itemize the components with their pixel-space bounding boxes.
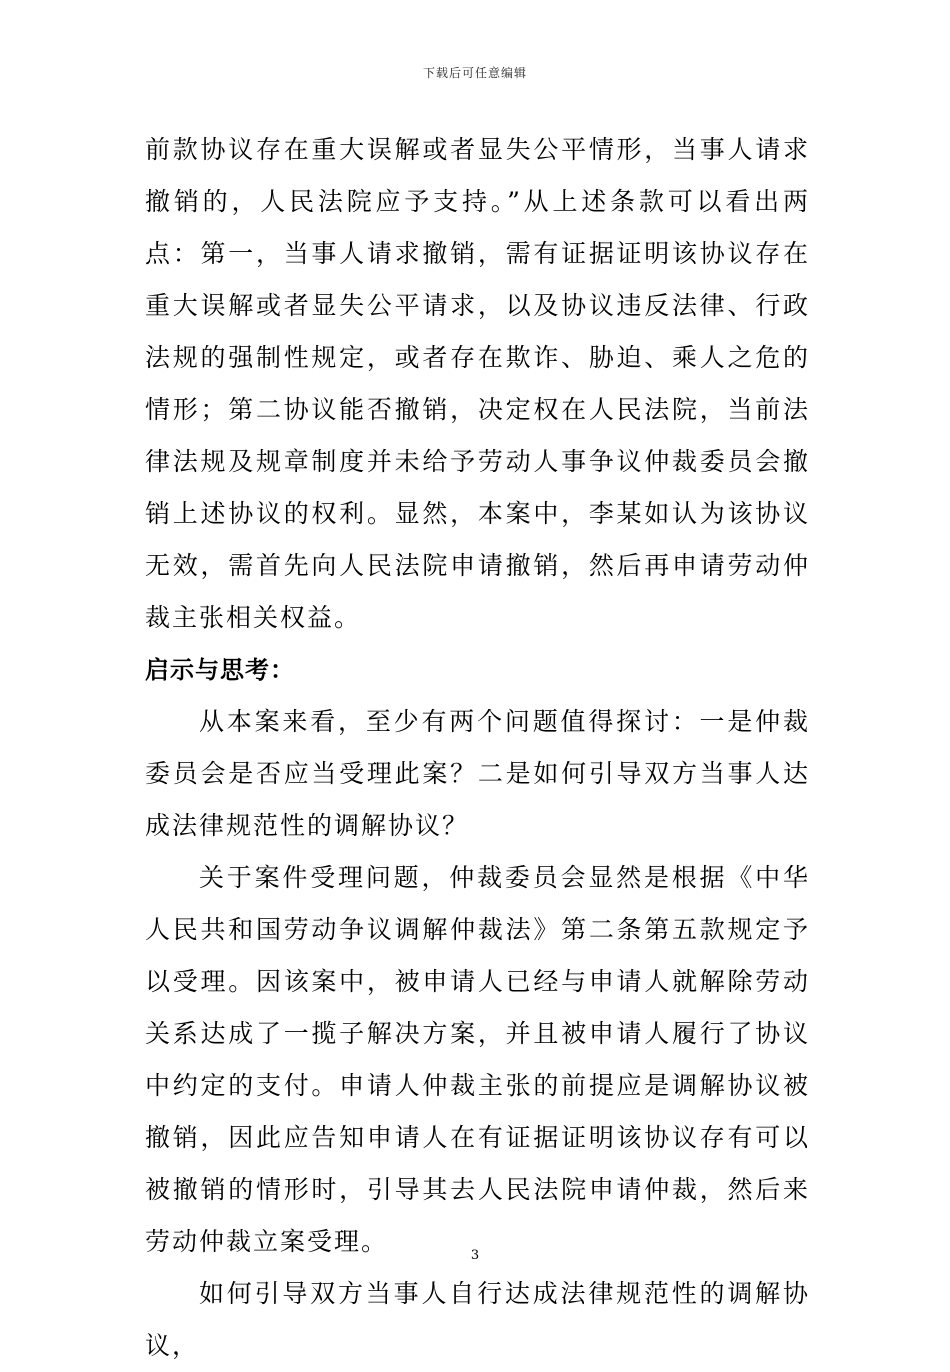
document-body <box>145 124 810 1372</box>
paragraph: 从本案来看，至少有两个问题值得探讨：一是仲裁委员会是否应当受理此案？二是如何引导双方当事人达成法律规范性的调解协议？ <box>145 707 810 840</box>
section-heading: 启示与思考： <box>145 656 295 684</box>
paragraph: 如何引导双方当事人自行达成法律规范性的调解协议， <box>145 1279 810 1360</box>
page-header: 下载后可任意编辑 <box>422 66 527 80</box>
page-number: 3 <box>470 1248 480 1263</box>
paragraph: 关于案件受理问题，仲裁委员会显然是根据《中华人民共和国劳动争议调解仲裁法》第二条第五款规定予以受理。因该案中，被申请人已经与申请人就解除劳动关系达成了一揽子解决方案，并且被申请人履行了协议中约定的支付。申请人仲裁主张的前提应是调解协议被撤销，因此应告知申请人在有证据证明该协议存有可以被撤销的情形时，引导其去人民法院申请仲裁，然后来劳动仲裁立案受理。 <box>145 863 810 1256</box>
paragraph-continuation: 前款协议存在重大误解或者显失公平情形，当事人请求撤销的，人民法院应予支持。”从上述条款可以看出两点：第一，当事人请求撤销，需有证据证明该协议存在重大误解或者显失公平请求，以及协议违反法律、行政法规的强制性规定，或者存在欺诈、胁迫、乘人之危的情形；第二协议能否撤销，决定权在人民法院，当前法律法规及规章制度并未给予劳动人事争议仲裁委员会撤销上述协议的权利。显然，本案中，李某如认为该协议无效，需首先向人民法院申请撤销，然后再申请劳动仲裁主张相关权益。 <box>145 135 810 632</box>
